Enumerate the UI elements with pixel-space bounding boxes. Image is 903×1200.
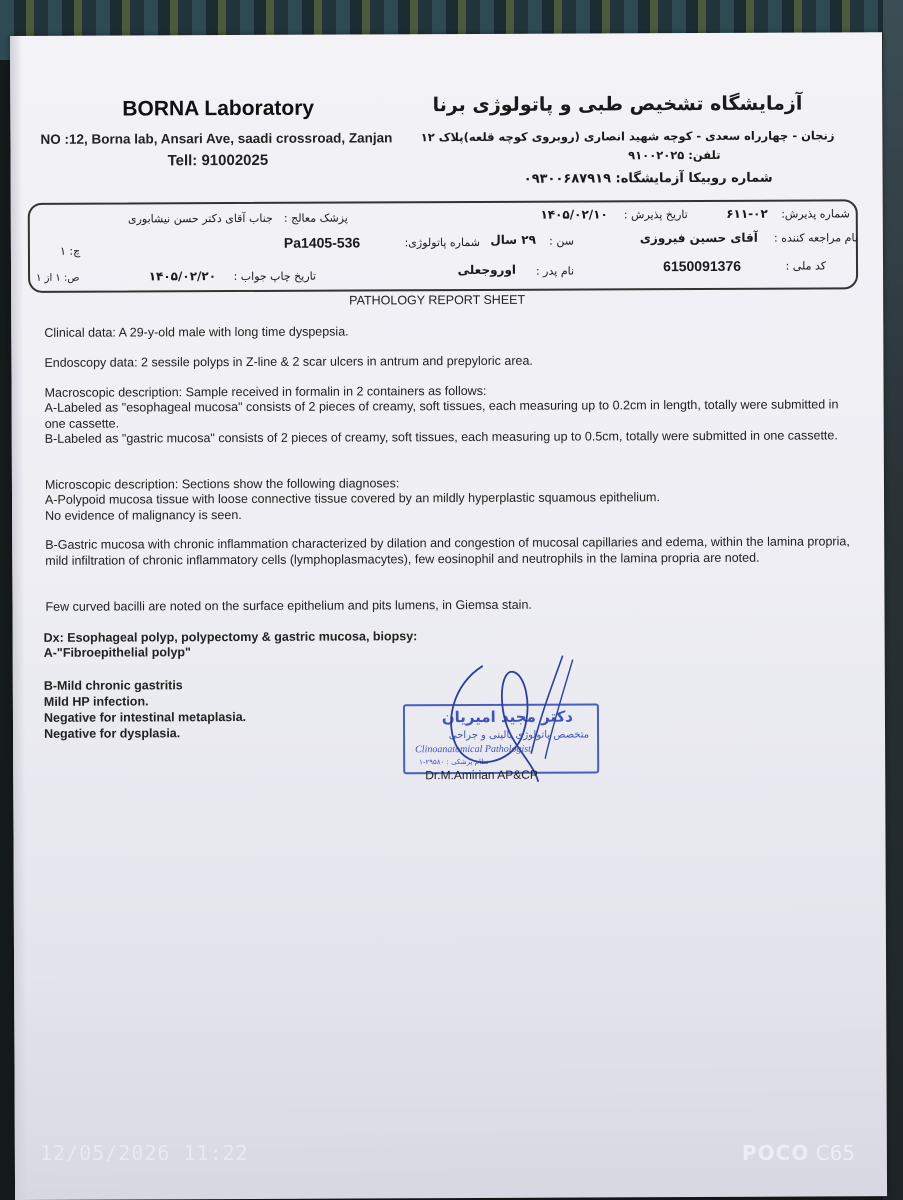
lab-rubika-fa: شماره روبیکا آزمایشگاه: ۰۹۳۰۰۶۸۷۹۱۹ <box>523 170 773 187</box>
dx-b-line3: Negative for intestinal metaplasia. <box>43 709 247 725</box>
patient-name-label: نام مراجعه کننده : <box>774 231 858 245</box>
stamp-title-en: Clinoanatomical Pathologist <box>415 743 531 756</box>
lab-name-en: BORNA Laboratory <box>122 96 315 121</box>
paper-shadow-edge <box>10 36 27 1200</box>
dx-a: A-"Fibroepithelial polyp" <box>43 645 192 660</box>
patient-info-box <box>28 199 858 293</box>
national-id: 6150091376 <box>663 257 742 275</box>
print-date: ۱۴۰۵/۰۲/۲۰ <box>148 269 217 284</box>
camera-datetime: 12/05/2026 11:22 <box>40 1141 249 1165</box>
camera-model: C65 <box>815 1141 856 1165</box>
print-date-label: تاریخ چاپ جواب : <box>233 269 317 284</box>
physician-label: پزشک معالج : <box>283 211 348 225</box>
national-id-label: کد ملی : <box>785 259 827 273</box>
physician-name: جناب آقای دکتر حسن نیشابوری <box>127 211 273 226</box>
reception-no: ۶۱۱-۰۲ <box>726 206 768 221</box>
copy-number: چ: ۱ <box>59 244 81 258</box>
micro-a-line2: No evidence of malignancy is seen. <box>45 507 242 523</box>
report-paper <box>10 32 887 1200</box>
page-number: ص: ۱ از ۱ <box>36 272 80 284</box>
macro-b: B-Labeled as "gastric mucosa" consists of 2 pieces of creamy, soft tissues, each measuring up to 0.5cm, totally were submitted in one cassette. <box>44 428 838 446</box>
signatory-name: Dr.M.Amirian AP&CP <box>425 767 538 783</box>
age-label: سن : <box>549 234 574 248</box>
pathology-no-label: شماره پاتولوژی: <box>404 235 480 250</box>
lab-phone-en: Tell: 91002025 <box>167 151 269 170</box>
reception-no-label: شماره پذیرش: <box>781 207 850 221</box>
dx-b-line4: Negative for dysplasia. <box>44 726 181 741</box>
lab-address-fa: زنجان - چهارراه سعدی - کوچه شهید انصاری (روبروی کوچه قلعه)پلاک ۱۲ <box>420 128 835 145</box>
stamp-name-fa: دکتر مجید امیریان <box>441 707 574 727</box>
camera-brand: POCO <box>742 1141 810 1165</box>
dx-heading: Dx: Esophageal polyp, polypectomy & gastric mucosa, biopsy: <box>43 629 418 645</box>
clinical-data: Clinical data: A 29-y-old male with long time dyspepsia. <box>44 324 349 340</box>
macro-a: A-Labeled as "esophageal mucosa" consists of 2 pieces of creamy, soft tissues, each measuring up to 0.2cm in length, totally were submitted in one cassette. <box>44 397 839 431</box>
lab-address-en: NO :12, Borna lab, Ansari Ave, saadi crossroad, Zanjan <box>40 130 393 147</box>
camera-watermark <box>742 1141 855 1165</box>
lab-name-fa: آزمایشگاه تشخیص طبی و پاتولوژی برنا <box>432 92 803 117</box>
reception-date: ۱۴۰۵/۰۲/۱۰ <box>540 207 608 222</box>
age-value: ۲۹ سال <box>490 232 536 247</box>
father-name: اوروجعلی <box>457 262 517 278</box>
bacilli-note: Few curved bacilli are noted on the surface epithelium and pits lumens, in Giemsa stain. <box>45 597 532 614</box>
signature-scribble <box>413 653 594 784</box>
reception-date-label: تاریخ پذیرش : <box>623 208 688 222</box>
patient-name: آقای حسین فیروزی <box>639 230 758 246</box>
father-name-label: نام پدر : <box>535 264 575 278</box>
micro-b: B-Gastric mucosa with chronic inflammation characterized by dilation and congestion of mucosal capillaries and edema, within the lamina propria, mild infiltration of chronic inflammatory cells (lymphoplasmacytes), few eosinophil and neutrophils in the lamina propria are noted. <box>45 534 850 568</box>
report-title: PATHOLOGY REPORT SHEET <box>349 292 526 308</box>
dx-b-line2: Mild HP infection. <box>43 694 149 709</box>
endoscopy-data: Endoscopy data: 2 sessile polyps in Z-line & 2 scar ulcers in antrum and prepyloric area. <box>44 353 533 370</box>
micro-heading: Microscopic description: Sections show the following diagnoses: <box>44 476 400 492</box>
lab-phone-fa: تلفن: ۹۱۰۰۲۰۲۵ <box>628 147 721 163</box>
pathology-no: Pa1405-536 <box>283 234 361 251</box>
dx-b-line1: B-Mild chronic gastritis <box>43 678 183 693</box>
macro-heading: Macroscopic description: Sample received in formalin in 2 containers as follows: <box>44 383 487 400</box>
stamp-code-fa: نظام پزشکی : ۲۹۵۸۰-۱ <box>419 757 489 767</box>
stamp-title-fa: متخصص پاتولوژی بالینی و جراحی <box>448 729 590 742</box>
micro-a-line1: A-Polypoid mucosa tissue with loose connective tissue covered by an mildly hyperplastic squamous epithelium. <box>44 490 660 507</box>
